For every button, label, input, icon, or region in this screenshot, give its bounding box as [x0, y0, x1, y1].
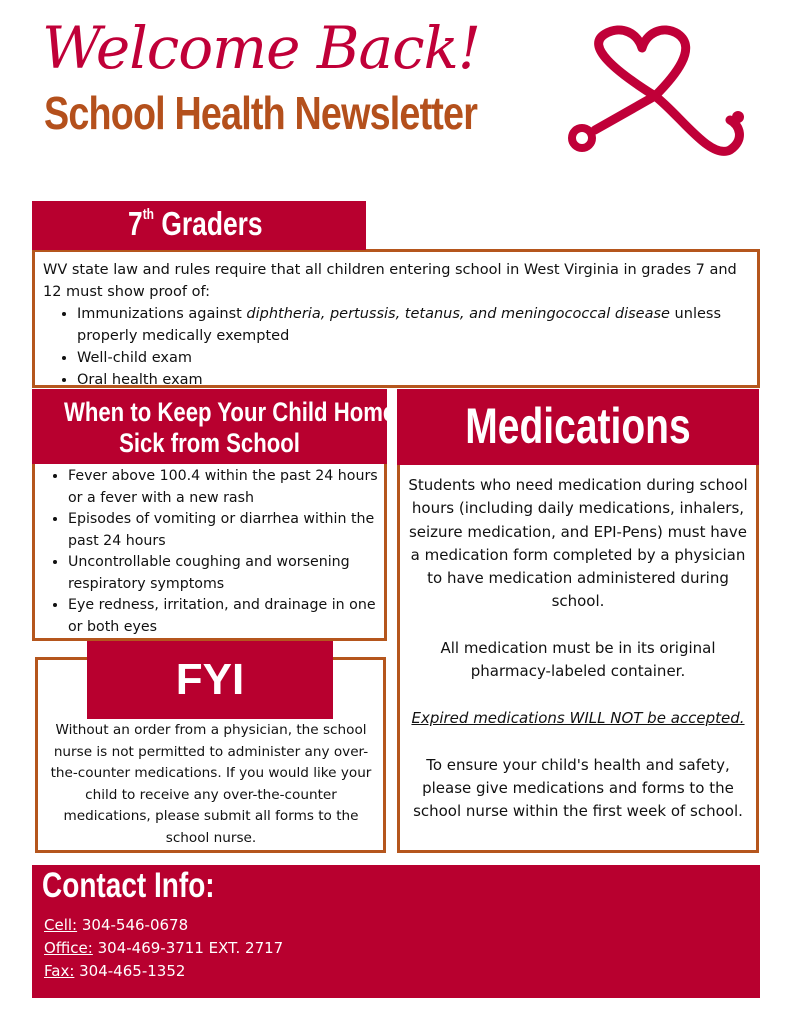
contact-office: [44, 937, 283, 960]
list-item: • Uncontrollable coughing and worsening respiratory symptoms: [68, 552, 382, 595]
contact-fax: [44, 960, 283, 983]
fyi-heading: FYI: [175, 655, 245, 704]
medications-body: [402, 474, 754, 847]
medications-paragraph: Students who need medication during school hours (including daily medications, inhalers, seizure medication, and EPI-Pens) must have a medication form completed by a physician to have medication administered during school.: [408, 476, 748, 611]
grade7-heading: 7th Graders: [128, 205, 263, 242]
fax-number: 304-465-1352: [74, 962, 186, 980]
list-item: • Fever above 100.4 within the past 24 hours or a fever with a new rash: [68, 466, 382, 509]
contact-cell: [44, 914, 283, 937]
sick-list: [32, 466, 382, 638]
office-number: 304-469-3711 EXT. 2717: [92, 939, 284, 957]
fyi-text: Without an order from a physician, the school nurse is not permitted to administer any over-the-counter medications. If you would like your child to receive any over-the-counter medications, please submit all forms to the school nurse.: [50, 722, 372, 846]
list-item: • Eye redness, irritation, and drainage in one or both eyes: [68, 595, 382, 638]
grade7-requirements-box: [32, 249, 760, 388]
list-item: • Well-child exam: [77, 347, 757, 369]
cell-number: 304-546-0678: [77, 916, 189, 934]
contact-title: Contact Info:: [42, 866, 215, 905]
sick-heading-banner: [32, 389, 396, 464]
list-item: • Episodes of vomiting or diarrhea within the past 24 hours: [68, 509, 382, 552]
grade7-requirements-list: [43, 303, 757, 391]
grade7-heading-banner: [32, 201, 366, 250]
fax-label: Fax:: [44, 962, 75, 980]
contact-lines: [44, 914, 283, 983]
newsletter-title: School Health Newsletter: [44, 87, 478, 139]
expired-warning: Expired medications WILL NOT be accepted.: [411, 708, 745, 727]
welcome-back-heading: Welcome Back!: [42, 14, 481, 82]
medications-paragraph: All medication must be in its original pharmacy-labeled container.: [440, 639, 716, 681]
heart-stethoscope-icon: [560, 20, 755, 180]
cell-label: Cell:: [44, 916, 78, 934]
sick-heading: When to Keep Your Child Home Sick from School: [63, 397, 396, 458]
list-item: • Oral health exam: [77, 369, 757, 391]
medications-paragraph: To ensure your child's health and safety, please give medications and forms to the school nurse within the first week of school.: [413, 755, 743, 821]
fyi-heading-banner: [87, 641, 333, 719]
list-item: • Immunizations against diphtheria, pertussis, tetanus, and meningococcal disease unless properly medically exempted: [77, 303, 757, 347]
medications-heading: Medications: [465, 398, 691, 454]
medications-heading-banner: [397, 389, 759, 465]
grade7-intro: WV state law and rules require that all children entering school in West Virginia in grades 7 and 12 must show proof of:: [43, 262, 737, 300]
office-label: Office:: [44, 939, 93, 957]
disease-names: diphtheria, pertussis, tetanus, and meningococcal disease: [246, 306, 670, 322]
